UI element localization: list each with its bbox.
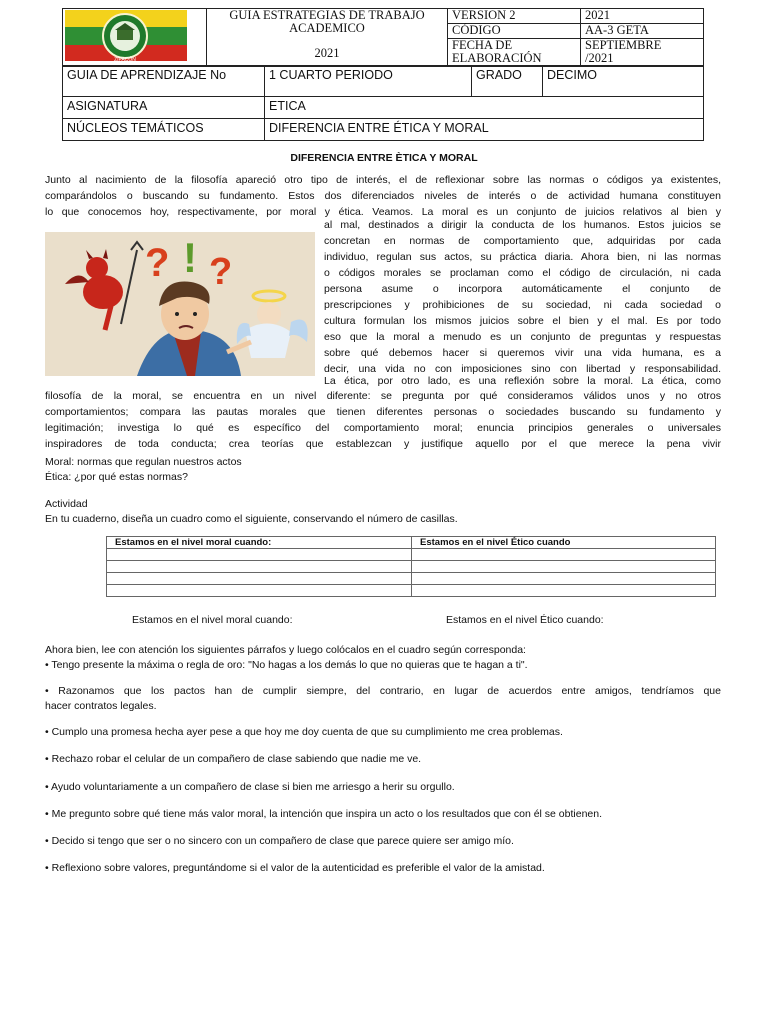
side-line: cultura formulan los mismos juicios sobre el bien y el mal. Es por todo (324, 315, 721, 327)
devil-angel-illustration-icon (45, 232, 315, 376)
bullet-item: • Rechazo robar el celular de un compañero de clase sabiendo que nadie me ve. (45, 753, 422, 765)
activity-title: Actividad (45, 498, 88, 510)
guide-title-cell (207, 9, 448, 67)
intro-paragraph (45, 172, 721, 220)
bullet-item: • Tengo presente la máxima o regla de oro: "No hagas a los demás lo que no quieras que te hagan a ti". (45, 659, 528, 671)
document-header (62, 8, 704, 67)
ethics-first-line: La ética, por otro lado, es una reflexión sobre la moral. La ética, como (324, 375, 721, 387)
date-label-line1: FECHA DE (452, 37, 513, 52)
etica-definition: Ética: ¿por qué estas normas? (45, 471, 188, 483)
side-line: decir, una vida no con imposiciones sino con libertad y responsabilidad. (324, 363, 721, 375)
ethics-line: comportamientos; compara las pautas morales que tienen diferentes personas o sociedades buscando su fundamento y (45, 406, 721, 418)
side-line: prescripciones y prohibiciones de su sociedad, ni cada sociedad o (324, 299, 721, 311)
side-line: individuo, regulan sus actos, su práctica diaria. Ahora bien, ni las normas (324, 251, 721, 263)
bullet-item-continuation: hacer contratos legales. (45, 700, 157, 712)
table-cell (107, 549, 412, 561)
guide-title-year: 2021 (314, 46, 340, 60)
moral-dilemma-illustration (45, 232, 315, 376)
date-value-line2: /2021 (585, 50, 614, 65)
activity-table (106, 536, 716, 597)
ethics-line: filosofía de la moral, se encuentra en un nivel diferente: se pregunta por qué consideramos válidos unos y no otros (45, 390, 721, 402)
side-line: eso que la moral a menudo es un conjunto de preguntas y respuestas (324, 331, 721, 343)
date-value (581, 38, 704, 67)
intro-line: comparándolos o buscando su fundamento. Estos dos diferenciados niveles de interés o de actividad humana constituyen (45, 190, 721, 202)
svg-text:?: ? (209, 251, 233, 293)
table-row (107, 549, 716, 561)
ethics-paragraph (45, 388, 721, 452)
table-row (107, 585, 716, 597)
bullet-item: • Decido si tengo que ser o no sincero con un compañero de clase que parece quiere ser amigo mío. (45, 835, 514, 847)
subject-label: ASIGNATURA (63, 97, 265, 119)
table-row (107, 573, 716, 585)
school-logo-cell (63, 9, 207, 67)
bullet-item: • Razonamos que los pactos han de cumplir siempre, del contrario, en lugar de acuerdos entre amigos, tendríamos que (45, 685, 721, 697)
intro-line: Junto al nacimiento de la filosofía apareció otro tipo de interés, el de reflexionar sobre las normas o códigos ya existentes, (45, 174, 721, 186)
document-title: DIFERENCIA ENTRE ÈTICA Y MORAL (290, 152, 478, 164)
thematic-label: NÚCLEOS TEMÁTICOS (63, 119, 265, 141)
thematic-value: DIFERENCIA ENTRE ÉTICA Y MORAL (265, 119, 704, 141)
bullet-item: • Me pregunto sobre qué tiene más valor moral, la intención que inspira un acto o los resultados que con él se obtienen. (45, 808, 603, 820)
table-header-moral: Estamos en el nivel moral cuando: (107, 537, 412, 549)
guide-number-value: 1 CUARTO PERIODO (265, 66, 472, 97)
guide-info-table (62, 65, 704, 141)
subject-value: ETICA (265, 97, 704, 119)
intro-line: lo que conocemos hoy, respectivamente, por moral y ética. Veamos. La moral es un conjunto de juicios relativos al bien y (45, 206, 721, 218)
bullet-item: • Reflexiono sobre valores, preguntándome si el valor de la autenticidad es preferible el valor de la amistad. (45, 862, 545, 874)
ethics-line: legitimación; investiga lo qué es específico del comportamiento moral; enuncia principios generales o universales (45, 422, 721, 434)
table-cell (107, 585, 412, 597)
guide-number-label: GUIA DE APRENDIZAJE No (63, 66, 265, 97)
svg-text:!: ! (183, 234, 197, 281)
guide-title-line1: GUIA ESTRATEGIAS DE TRABAJO (229, 8, 425, 22)
activity-instruction: En tu cuaderno, diseña un cuadro como el siguiente, conservando el número de casillas. (45, 513, 458, 525)
version-label: VERSION 2 (448, 9, 581, 24)
moral-definition: Moral: normas que regulan nuestros actos (45, 456, 242, 468)
bullet-item: • Cumplo una promesa hecha ayer pese a que hoy me doy cuenta de que su cumplimiento me crea problemas. (45, 726, 563, 738)
table-cell (412, 561, 716, 573)
table-cell (412, 549, 716, 561)
date-value-line1: SEPTIEMBRE (585, 37, 662, 52)
ethics-line: inspiradores de toda conducta; crea teorías que establezcan y justifique aquello por el que merece la pena vivir (45, 438, 721, 450)
side-line: o códigos morales se proclaman como el código de circulación, ni cada (324, 267, 721, 279)
code-label: CÓDIGO (448, 23, 581, 38)
caption-moral: Estamos en el nivel moral cuando: (132, 614, 293, 626)
side-line: persona asume o incorpora automáticamente el conjunto de (324, 283, 721, 295)
table-header-etico: Estamos en el nivel Ético cuando (412, 537, 716, 549)
read-instruction: Ahora bien, lee con atención los siguientes párrafos y luego colócalos en el cuadro según corresponda: (45, 644, 526, 656)
grade-value: DECIMO (543, 66, 704, 97)
grade-label: GRADO (472, 66, 543, 97)
table-cell (412, 585, 716, 597)
table-cell (107, 561, 412, 573)
caption-etico: Estamos en el nivel Ético cuando: (446, 614, 604, 626)
bullet-item: • Ayudo voluntariamente a un compañero de clase si bien me arriesgo a herir su orgullo. (45, 781, 455, 793)
moral-side-paragraph (324, 217, 721, 377)
version-value: 2021 (581, 9, 704, 24)
table-cell (412, 573, 716, 585)
side-line: sobre qué debemos hacer si queremos vivir una vida humana, es a (324, 347, 721, 359)
school-crest-icon (63, 9, 206, 63)
side-line: concretan en normas de comportamiento que, adquiridas por cada (324, 235, 721, 247)
code-value: AA-3 GETA (581, 23, 704, 38)
side-line: al mal, destinados a dirigir la conducta de los humanos. Estos juicios se (324, 219, 721, 231)
date-label (448, 38, 581, 67)
logo-text: ZIPACÓN (114, 57, 136, 63)
table-cell (107, 573, 412, 585)
date-label-line2: ELABORACIÓN (452, 50, 542, 65)
table-row (107, 561, 716, 573)
guide-title-line2: ACADEMICO (289, 21, 365, 35)
svg-text:?: ? (145, 241, 170, 285)
